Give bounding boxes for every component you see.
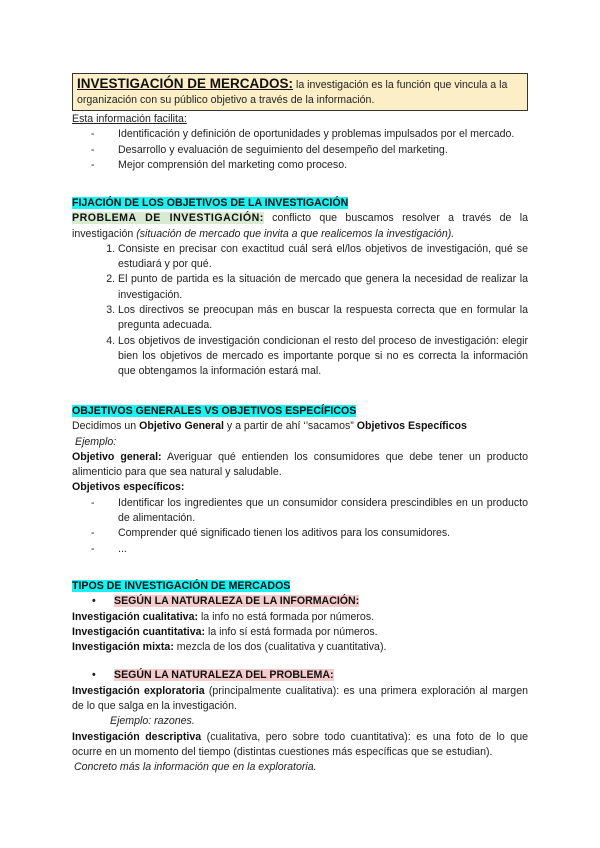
list-item: 2. El punto de partida es la situación de mercado que genera la necesidad de realizar la investigación. xyxy=(118,272,528,303)
label: Investigación cuantitativa: xyxy=(72,625,206,638)
general-label: Objetivo general: xyxy=(72,450,162,463)
bullet-icon: • xyxy=(92,595,96,608)
ejemplo-label: Ejemplo: xyxy=(75,435,117,448)
list-item: - Desarrollo y evaluación de seguimiento del desempeño del marketing. xyxy=(118,143,528,158)
text: mezcla de los dos (cualitativa y cuantitativa). xyxy=(173,641,387,654)
problema-label: PROBLEMA DE INVESTIGACIÓN: xyxy=(72,212,264,225)
doc-title: INVESTIGACIÓN DE MERCADOS: xyxy=(77,76,294,91)
list-item: - Identificación y definición de oportunidades y problemas impulsados por el mercado. xyxy=(118,127,528,142)
list-item: 1. Consiste en precisar con exactitud cuál será el/los objetivos de investigación, qué se estudiará y por qué. xyxy=(118,242,528,273)
list-item: 3. Los directivos se preocupan más en buscar la respuesta correcta que en formular la pregunta adecuada. xyxy=(118,303,528,334)
list-item: - Comprender qué significado tienen los aditivos para los consumidores. xyxy=(118,526,528,541)
objetivos-section xyxy=(72,404,528,557)
section-heading: FIJACIÓN DE LOS OBJETIVOS DE LA INVESTIGACIÓN xyxy=(72,197,349,209)
list-item: - Identificar los ingredientes que un consumidor considera prescindibles en un producto de alimentación. xyxy=(118,496,528,527)
label: Investigación cualitativa: xyxy=(72,610,198,623)
subheading: SEGÚN LA NATURALEZA DEL PROBLEMA: xyxy=(114,669,334,682)
list-item: - Mejor comprensión del marketing como proceso. xyxy=(118,158,528,173)
note-text: Concreto más la información que en la exploratoria. xyxy=(74,761,317,774)
problema-text: conflicto que buscamos resolver a través de la investigación xyxy=(72,212,528,240)
section-heading: TIPOS DE INVESTIGACIÓN DE MERCADOS xyxy=(72,580,291,592)
intro-section xyxy=(72,112,528,173)
text: Decidimos un xyxy=(72,420,140,433)
definition-box xyxy=(72,73,528,111)
fijacion-section xyxy=(72,196,528,380)
especificos-label: Objetivos específicos: xyxy=(72,481,185,494)
label: Investigación exploratoria xyxy=(72,684,205,697)
fijacion-list xyxy=(72,242,528,380)
general-text: Averiguar qué entienden los consumidores que debe tener un producto alimenticio para que sea natural y saludable. xyxy=(72,450,528,479)
tipos-section xyxy=(72,579,528,776)
list-item: - ... xyxy=(118,542,528,557)
facilita-list xyxy=(72,127,528,173)
problema-note: (situación de mercado que invita a que realicemos la investigación). xyxy=(136,227,455,240)
text: la info sí está formada por números. xyxy=(205,625,378,638)
example-text: Ejemplo: razones. xyxy=(110,715,195,728)
bold-text: Objetivo General xyxy=(139,420,224,433)
subheading: SEGÚN LA NATURALEZA DE LA INFORMACIÓN: xyxy=(114,595,360,608)
text: (cualitativa, pero sobre todo cuantitativa): es una foto de lo que ocurre en un momento del tiempo (distintas cuestiones más específicas que se estudian). xyxy=(72,730,528,758)
text: y a partir de ahí ‘’sacamos” xyxy=(223,420,357,433)
label: Investigación mixta: xyxy=(72,641,174,654)
list-item: 4. Los objetivos de investigación condicionan el resto del proceso de investigación: elegir bien los objetivos de mercado es importante porque si no es correcta la información que obtengamos la información estará mal. xyxy=(118,334,528,380)
text: la info no está formada por números. xyxy=(198,610,375,623)
bullet-icon: • xyxy=(92,669,96,682)
section-heading: OBJETIVOS GENERALES VS OBJETIVOS ESPECÍFICOS xyxy=(72,405,357,417)
bold-text: Objetivos Específicos xyxy=(356,420,467,433)
especificos-list xyxy=(72,496,528,557)
text: (principalmente cualitativa): es una primera exploración al margen de lo que salga en la investigación. xyxy=(72,684,528,713)
label: Investigación descriptiva xyxy=(72,730,202,743)
facilita-label: Esta información facilita: xyxy=(72,113,187,125)
definition-text: la investigación es la función que vincula a la organización con su público objetivo a través de la información. xyxy=(77,79,508,106)
